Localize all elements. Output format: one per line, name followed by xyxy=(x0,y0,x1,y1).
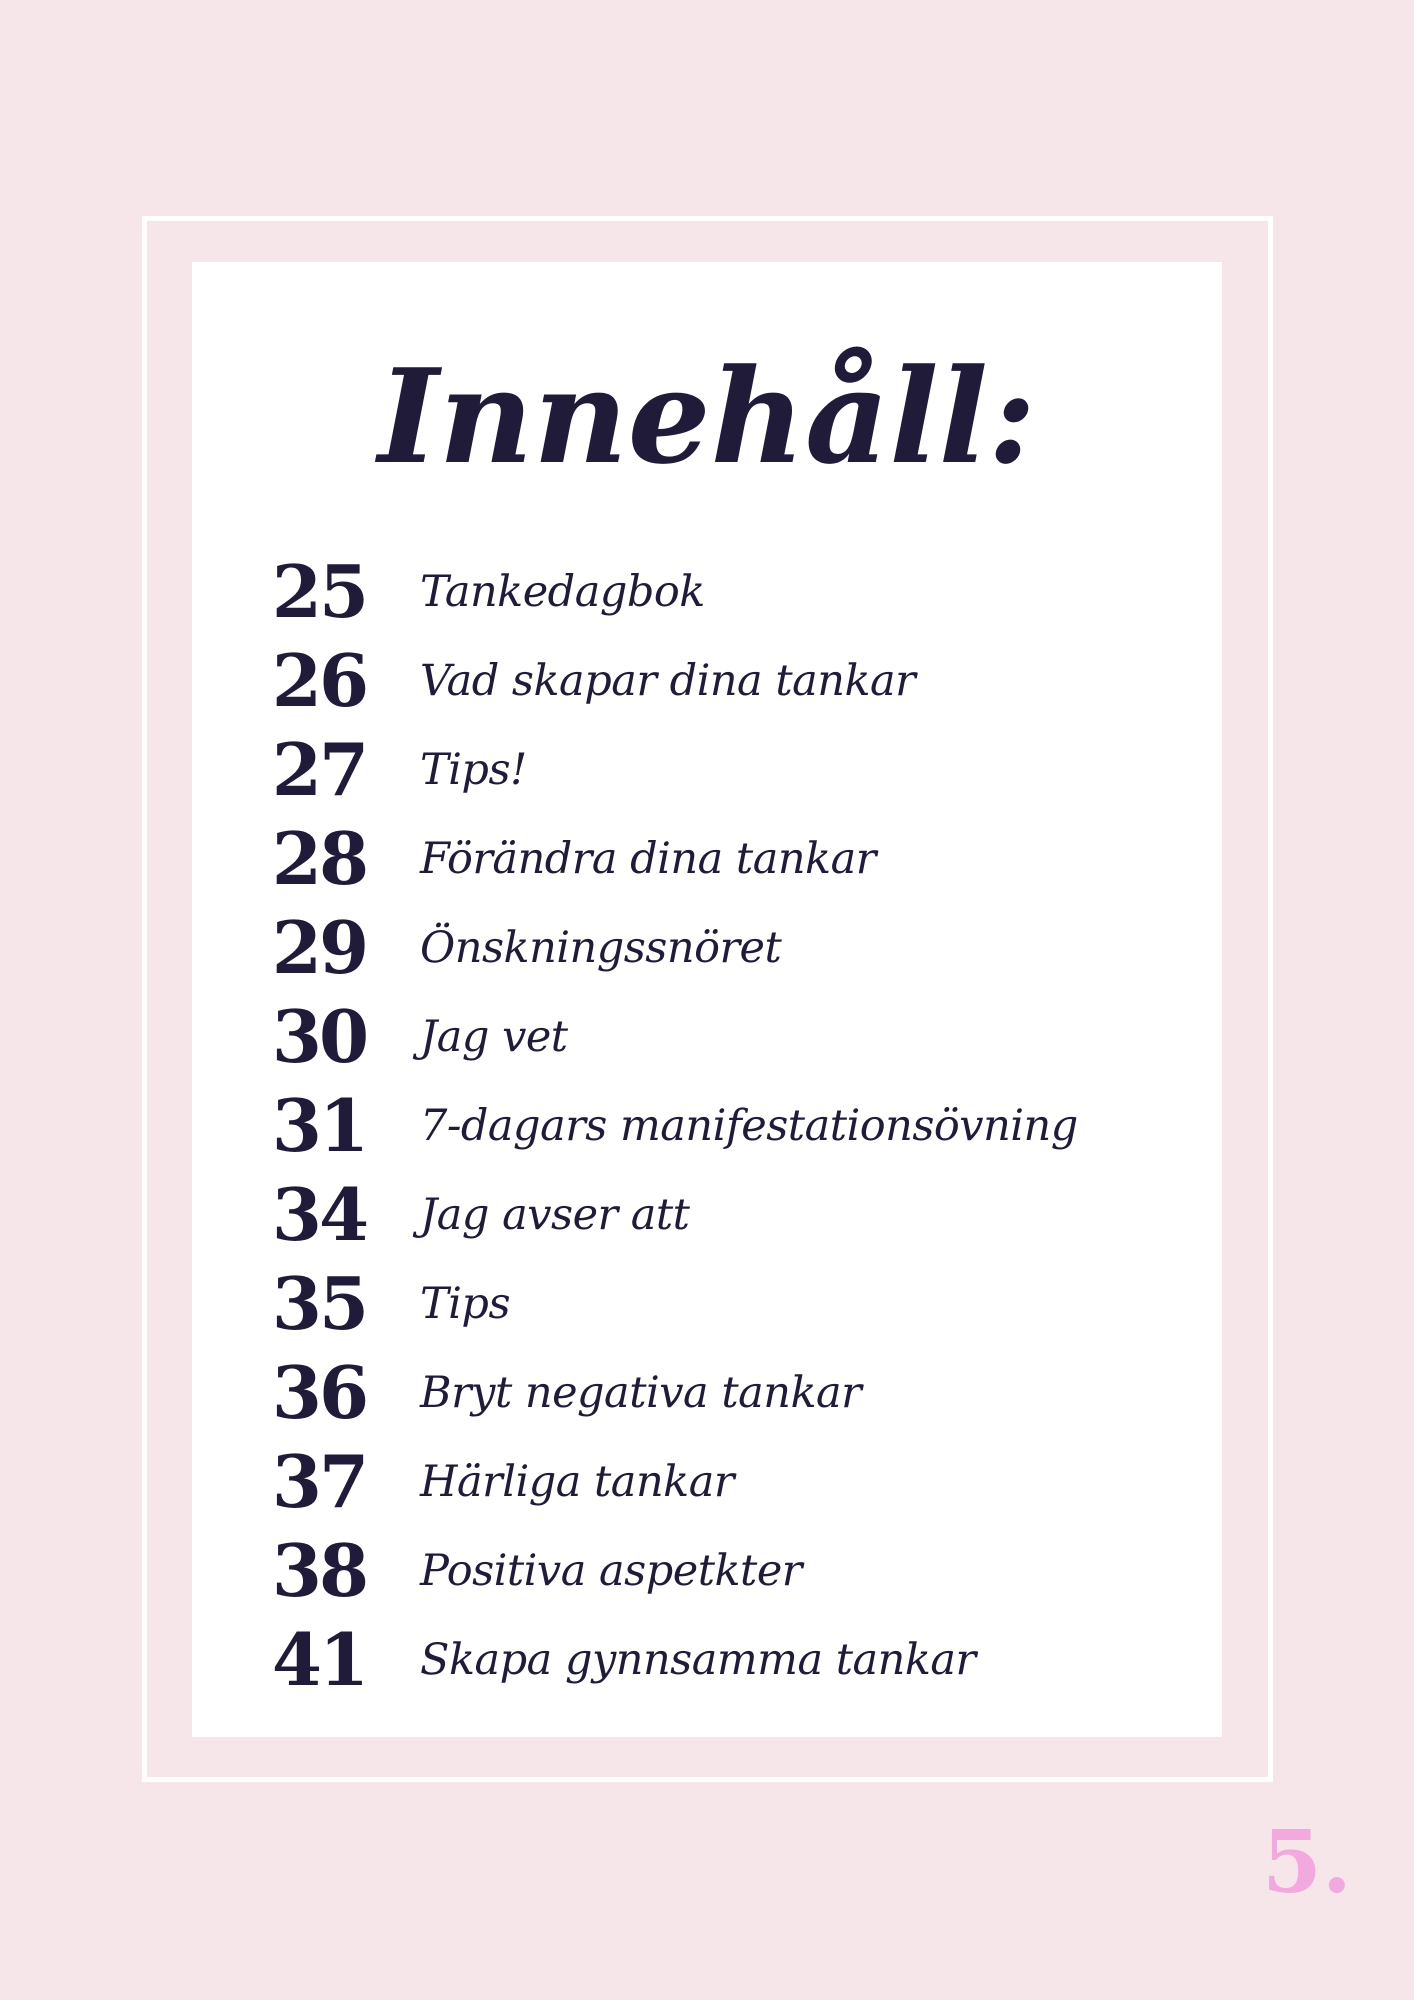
toc-title: Tips! xyxy=(420,745,527,795)
toc-page-number: 27 xyxy=(271,727,367,812)
toc-page-number: 36 xyxy=(271,1350,367,1435)
toc-page-number: 29 xyxy=(271,905,367,990)
toc-entry[interactable] xyxy=(0,994,1414,1079)
toc-page-number: 37 xyxy=(271,1439,367,1524)
toc-entry[interactable] xyxy=(0,727,1414,812)
toc-title: Vad skapar dina tankar xyxy=(420,656,916,706)
page-number: 5. xyxy=(1262,1812,1352,1913)
toc-page-number: 26 xyxy=(271,638,367,723)
toc-title: Önskningssnöret xyxy=(420,923,782,973)
toc-page-number: 35 xyxy=(271,1261,367,1346)
toc-entry[interactable] xyxy=(0,1439,1414,1524)
toc-page-number: 31 xyxy=(271,1083,367,1168)
toc-entry[interactable] xyxy=(0,549,1414,634)
toc-page-number: 41 xyxy=(271,1617,367,1702)
toc-title: Positiva aspetkter xyxy=(420,1546,802,1596)
toc-page-number: 34 xyxy=(271,1172,367,1257)
toc-title: 7-dagars manifestationsövning xyxy=(420,1101,1078,1151)
toc-entry[interactable] xyxy=(0,905,1414,990)
toc-title: Jag avser att xyxy=(420,1190,690,1240)
toc-entry[interactable] xyxy=(0,1083,1414,1168)
toc-title: Skapa gynnsamma tankar xyxy=(420,1635,976,1685)
toc-page-number: 25 xyxy=(271,549,367,634)
toc-entry[interactable] xyxy=(0,816,1414,901)
toc-title: Härliga tankar xyxy=(420,1457,734,1507)
toc-entry[interactable] xyxy=(0,1350,1414,1435)
toc-entry[interactable] xyxy=(0,1617,1414,1702)
toc-entry[interactable] xyxy=(0,1528,1414,1613)
page-title: Innehåll: xyxy=(377,340,1037,493)
toc-title: Jag vet xyxy=(420,1012,568,1062)
toc-title: Tips xyxy=(420,1279,511,1329)
toc-entry[interactable] xyxy=(0,638,1414,723)
toc-title: Förändra dina tankar xyxy=(420,834,876,884)
toc-title: Tankedagbok xyxy=(420,567,705,617)
toc-entry[interactable] xyxy=(0,1261,1414,1346)
toc-page-number: 28 xyxy=(271,816,367,901)
toc-title: Bryt negativa tankar xyxy=(420,1368,862,1418)
toc-entry[interactable] xyxy=(0,1172,1414,1257)
toc-page-number: 38 xyxy=(271,1528,367,1613)
toc-page-number: 30 xyxy=(271,994,367,1079)
